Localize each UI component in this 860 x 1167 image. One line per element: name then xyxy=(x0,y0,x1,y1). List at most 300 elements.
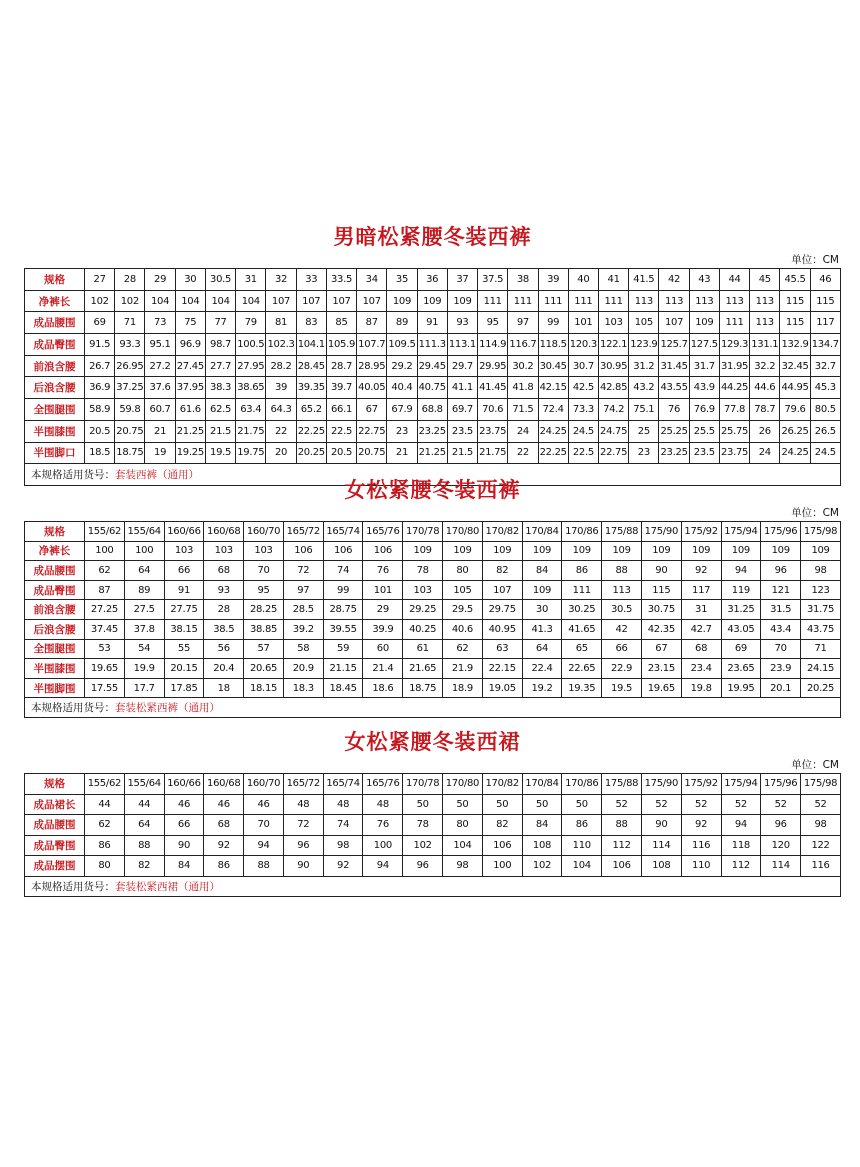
value-cell: 56 xyxy=(204,639,244,659)
value-cell: 26.5 xyxy=(810,420,840,442)
value-cell: 72.4 xyxy=(538,399,568,421)
size-cell: 46 xyxy=(810,269,840,291)
value-cell: 98 xyxy=(801,561,841,581)
value-cell: 88 xyxy=(602,561,642,581)
value-cell: 107 xyxy=(357,290,387,312)
value-cell: 31.95 xyxy=(719,355,749,377)
value-cell: 100 xyxy=(482,856,522,877)
value-cell: 63 xyxy=(482,639,522,659)
value-cell: 22.75 xyxy=(357,420,387,442)
size-cell: 165/76 xyxy=(363,774,403,795)
value-cell: 23 xyxy=(629,442,659,464)
row-label: 成品腰围 xyxy=(25,815,85,836)
value-cell: 27.25 xyxy=(85,600,125,620)
size-cell: 175/96 xyxy=(761,774,801,795)
value-cell: 95 xyxy=(478,312,508,334)
measurement-row xyxy=(25,600,841,620)
value-cell: 106 xyxy=(283,541,323,561)
value-cell: 20.65 xyxy=(244,659,284,679)
value-cell: 57 xyxy=(244,639,284,659)
value-cell: 18.15 xyxy=(244,678,284,698)
size-cell: 155/64 xyxy=(124,522,164,542)
value-cell: 86 xyxy=(85,835,125,856)
value-cell: 50 xyxy=(482,794,522,815)
value-cell: 89 xyxy=(124,580,164,600)
size-cell: 43 xyxy=(689,269,719,291)
value-cell: 44.95 xyxy=(780,377,810,399)
value-cell: 39.9 xyxy=(363,619,403,639)
value-cell: 36.9 xyxy=(85,377,115,399)
value-cell: 78 xyxy=(403,561,443,581)
value-cell: 113 xyxy=(689,290,719,312)
value-cell: 31 xyxy=(681,600,721,620)
value-cell: 39.2 xyxy=(283,619,323,639)
row-label: 规格 xyxy=(25,269,85,291)
value-cell: 77 xyxy=(205,312,235,334)
size-cell: 27 xyxy=(85,269,115,291)
value-cell: 80 xyxy=(85,856,125,877)
value-cell: 29.75 xyxy=(482,600,522,620)
value-cell: 48 xyxy=(283,794,323,815)
value-cell: 42.85 xyxy=(598,377,628,399)
size-cell: 175/92 xyxy=(681,774,721,795)
value-cell: 23.25 xyxy=(417,420,447,442)
row-label: 前浪含腰 xyxy=(25,355,85,377)
value-cell: 96.9 xyxy=(175,334,205,356)
value-cell: 116 xyxy=(801,856,841,877)
value-cell: 74 xyxy=(323,561,363,581)
value-cell: 101 xyxy=(568,312,598,334)
value-cell: 23 xyxy=(387,420,417,442)
value-cell: 82 xyxy=(124,856,164,877)
size-cell: 170/78 xyxy=(403,522,443,542)
value-cell: 30.95 xyxy=(598,355,628,377)
value-cell: 111 xyxy=(598,290,628,312)
value-cell: 19.25 xyxy=(175,442,205,464)
value-cell: 112 xyxy=(602,835,642,856)
value-cell: 103 xyxy=(244,541,284,561)
value-cell: 71 xyxy=(115,312,145,334)
value-cell: 37.6 xyxy=(145,377,175,399)
value-cell: 27.2 xyxy=(145,355,175,377)
value-cell: 116 xyxy=(681,835,721,856)
value-cell: 40.25 xyxy=(403,619,443,639)
value-cell: 28.25 xyxy=(244,600,284,620)
value-cell: 17.55 xyxy=(85,678,125,698)
value-cell: 97 xyxy=(283,580,323,600)
value-cell: 69 xyxy=(721,639,761,659)
value-cell: 22.9 xyxy=(602,659,642,679)
value-cell: 60.7 xyxy=(145,399,175,421)
size-cell: 175/96 xyxy=(761,522,801,542)
value-cell: 20.5 xyxy=(326,442,356,464)
value-cell: 111 xyxy=(719,312,749,334)
value-cell: 81 xyxy=(266,312,296,334)
value-cell: 66 xyxy=(164,815,204,836)
value-cell: 25.5 xyxy=(689,420,719,442)
note-row xyxy=(25,876,841,897)
value-cell: 76 xyxy=(659,399,689,421)
value-cell: 24.5 xyxy=(810,442,840,464)
value-cell: 104 xyxy=(175,290,205,312)
row-label: 半围脚口 xyxy=(25,442,85,464)
value-cell: 46 xyxy=(164,794,204,815)
value-cell: 58.9 xyxy=(85,399,115,421)
size-cell: 34 xyxy=(357,269,387,291)
value-cell: 93 xyxy=(204,580,244,600)
value-cell: 22.4 xyxy=(522,659,562,679)
value-cell: 29.45 xyxy=(417,355,447,377)
value-cell: 59 xyxy=(323,639,363,659)
value-cell: 91 xyxy=(164,580,204,600)
value-cell: 31.2 xyxy=(629,355,659,377)
value-cell: 113 xyxy=(629,290,659,312)
value-cell: 111 xyxy=(538,290,568,312)
value-cell: 23.4 xyxy=(681,659,721,679)
value-cell: 98 xyxy=(443,856,483,877)
row-label: 成品臀围 xyxy=(25,835,85,856)
value-cell: 50 xyxy=(562,794,602,815)
row-label: 全围腿围 xyxy=(25,399,85,421)
note-row xyxy=(25,698,841,718)
section-title: 女松紧腰冬装西裙 xyxy=(344,730,521,754)
value-cell: 120.3 xyxy=(568,334,598,356)
value-cell: 80 xyxy=(443,561,483,581)
value-cell: 109 xyxy=(721,541,761,561)
value-cell: 37.45 xyxy=(85,619,125,639)
value-cell: 21.25 xyxy=(175,420,205,442)
value-cell: 115 xyxy=(780,290,810,312)
size-cell: 155/62 xyxy=(85,774,125,795)
value-cell: 88 xyxy=(244,856,284,877)
size-cell: 41 xyxy=(598,269,628,291)
value-cell: 20.25 xyxy=(296,442,326,464)
row-label: 净裤长 xyxy=(25,541,85,561)
applicable-note xyxy=(25,876,841,897)
value-cell: 41.65 xyxy=(562,619,602,639)
value-cell: 43.55 xyxy=(659,377,689,399)
value-cell: 127.5 xyxy=(689,334,719,356)
value-cell: 30.2 xyxy=(508,355,538,377)
value-cell: 59.8 xyxy=(115,399,145,421)
value-cell: 21.65 xyxy=(403,659,443,679)
size-cell: 42 xyxy=(659,269,689,291)
value-cell: 96 xyxy=(761,561,801,581)
value-cell: 24 xyxy=(750,442,780,464)
size-cell: 175/98 xyxy=(801,774,841,795)
value-cell: 29.5 xyxy=(443,600,483,620)
value-cell: 20.15 xyxy=(164,659,204,679)
value-cell: 21.9 xyxy=(443,659,483,679)
section-title: 女松紧腰冬装西裤 xyxy=(344,478,521,502)
size-cell: 28 xyxy=(115,269,145,291)
value-cell: 134.7 xyxy=(810,334,840,356)
value-cell: 120 xyxy=(761,835,801,856)
value-cell: 19.5 xyxy=(205,442,235,464)
value-cell: 105 xyxy=(629,312,659,334)
value-cell: 18 xyxy=(204,678,244,698)
value-cell: 109 xyxy=(602,541,642,561)
value-cell: 102 xyxy=(115,290,145,312)
row-label: 成品腰围 xyxy=(25,312,85,334)
value-cell: 84 xyxy=(522,815,562,836)
value-cell: 30.75 xyxy=(641,600,681,620)
value-cell: 104 xyxy=(145,290,175,312)
value-cell: 52 xyxy=(721,794,761,815)
value-cell: 40.6 xyxy=(443,619,483,639)
value-cell: 41.45 xyxy=(478,377,508,399)
value-cell: 113 xyxy=(602,580,642,600)
value-cell: 24.5 xyxy=(568,420,598,442)
value-cell: 31.45 xyxy=(659,355,689,377)
value-cell: 68 xyxy=(681,639,721,659)
value-cell: 22.65 xyxy=(562,659,602,679)
value-cell: 40.05 xyxy=(357,377,387,399)
value-cell: 26.25 xyxy=(780,420,810,442)
value-cell: 28.95 xyxy=(357,355,387,377)
value-cell: 22.25 xyxy=(296,420,326,442)
measurement-row xyxy=(25,399,841,421)
value-cell: 109 xyxy=(562,541,602,561)
applicable-note xyxy=(25,698,841,718)
value-cell: 30.5 xyxy=(602,600,642,620)
value-cell: 19.75 xyxy=(236,442,266,464)
value-cell: 42.35 xyxy=(641,619,681,639)
value-cell: 39 xyxy=(266,377,296,399)
value-cell: 42.5 xyxy=(568,377,598,399)
value-cell: 21 xyxy=(145,420,175,442)
size-cell: 175/90 xyxy=(641,522,681,542)
value-cell: 23.5 xyxy=(689,442,719,464)
value-cell: 21.5 xyxy=(205,420,235,442)
value-cell: 97 xyxy=(508,312,538,334)
value-cell: 117 xyxy=(681,580,721,600)
row-label: 成品裙长 xyxy=(25,794,85,815)
value-cell: 102 xyxy=(85,290,115,312)
value-cell: 109 xyxy=(447,290,477,312)
size-cell: 44 xyxy=(719,269,749,291)
value-cell: 109 xyxy=(761,541,801,561)
size-cell: 36 xyxy=(417,269,447,291)
measurement-row xyxy=(25,794,841,815)
size-cell: 175/88 xyxy=(602,522,642,542)
value-cell: 80.5 xyxy=(810,399,840,421)
row-label: 净裤长 xyxy=(25,290,85,312)
size-cell: 35 xyxy=(387,269,417,291)
value-cell: 54 xyxy=(124,639,164,659)
measurement-row xyxy=(25,659,841,679)
size-cell: 41.5 xyxy=(629,269,659,291)
value-cell: 20.25 xyxy=(801,678,841,698)
value-cell: 103 xyxy=(598,312,628,334)
measurement-row xyxy=(25,290,841,312)
value-cell: 109 xyxy=(443,541,483,561)
measurement-row xyxy=(25,312,841,334)
value-cell: 82 xyxy=(482,561,522,581)
value-cell: 19.05 xyxy=(482,678,522,698)
row-label: 规格 xyxy=(25,774,85,795)
row-label: 后浪含腰 xyxy=(25,619,85,639)
value-cell: 21.4 xyxy=(363,659,403,679)
value-cell: 65.2 xyxy=(296,399,326,421)
value-cell: 27.45 xyxy=(175,355,205,377)
value-cell: 78 xyxy=(403,815,443,836)
value-cell: 43.2 xyxy=(629,377,659,399)
measurement-row xyxy=(25,856,841,877)
value-cell: 32.45 xyxy=(780,355,810,377)
value-cell: 50 xyxy=(443,794,483,815)
value-cell: 37.25 xyxy=(115,377,145,399)
row-label: 成品摆围 xyxy=(25,856,85,877)
value-cell: 90 xyxy=(283,856,323,877)
value-cell: 41.8 xyxy=(508,377,538,399)
value-cell: 111 xyxy=(562,580,602,600)
value-cell: 106 xyxy=(363,541,403,561)
value-cell: 104 xyxy=(562,856,602,877)
value-cell: 72 xyxy=(283,815,323,836)
size-table xyxy=(24,268,841,486)
value-cell: 19.8 xyxy=(681,678,721,698)
value-cell: 109 xyxy=(522,541,562,561)
value-cell: 118.5 xyxy=(538,334,568,356)
value-cell: 23.9 xyxy=(761,659,801,679)
value-cell: 79.6 xyxy=(780,399,810,421)
value-cell: 96 xyxy=(403,856,443,877)
value-cell: 61 xyxy=(403,639,443,659)
value-cell: 69 xyxy=(85,312,115,334)
value-cell: 31.25 xyxy=(721,600,761,620)
size-cell: 170/82 xyxy=(482,522,522,542)
value-cell: 21.15 xyxy=(323,659,363,679)
value-cell: 25.25 xyxy=(659,420,689,442)
value-cell: 38.5 xyxy=(204,619,244,639)
value-cell: 69.7 xyxy=(447,399,477,421)
value-cell: 17.7 xyxy=(124,678,164,698)
value-cell: 123.9 xyxy=(629,334,659,356)
value-cell: 96 xyxy=(283,835,323,856)
value-cell: 18.3 xyxy=(283,678,323,698)
value-cell: 45.3 xyxy=(810,377,840,399)
measurement-row xyxy=(25,420,841,442)
value-cell: 25.75 xyxy=(719,420,749,442)
value-cell: 86 xyxy=(562,815,602,836)
row-label: 成品臀围 xyxy=(25,334,85,356)
value-cell: 29.2 xyxy=(387,355,417,377)
value-cell: 103 xyxy=(403,580,443,600)
value-cell: 107 xyxy=(659,312,689,334)
value-cell: 115 xyxy=(641,580,681,600)
value-cell: 89 xyxy=(387,312,417,334)
value-cell: 76 xyxy=(363,815,403,836)
value-cell: 19.9 xyxy=(124,659,164,679)
size-cell: 165/72 xyxy=(283,774,323,795)
value-cell: 75.1 xyxy=(629,399,659,421)
row-label: 后浪含腰 xyxy=(25,377,85,399)
size-cell: 160/70 xyxy=(244,774,284,795)
value-cell: 129.3 xyxy=(719,334,749,356)
value-cell: 103 xyxy=(164,541,204,561)
size-cell: 31 xyxy=(236,269,266,291)
value-cell: 131.1 xyxy=(750,334,780,356)
value-cell: 109 xyxy=(689,312,719,334)
value-cell: 64 xyxy=(522,639,562,659)
size-cell: 170/86 xyxy=(562,774,602,795)
size-cell: 45.5 xyxy=(780,269,810,291)
value-cell: 113 xyxy=(659,290,689,312)
value-cell: 66.1 xyxy=(326,399,356,421)
value-cell: 93 xyxy=(447,312,477,334)
value-cell: 62 xyxy=(443,639,483,659)
value-cell: 41.3 xyxy=(522,619,562,639)
value-cell: 111 xyxy=(508,290,538,312)
value-cell: 106 xyxy=(602,856,642,877)
value-cell: 92 xyxy=(323,856,363,877)
value-cell: 52 xyxy=(681,794,721,815)
size-cell: 170/80 xyxy=(443,774,483,795)
value-cell: 19.65 xyxy=(85,659,125,679)
value-cell: 101 xyxy=(363,580,403,600)
value-cell: 27.95 xyxy=(236,355,266,377)
value-cell: 27.75 xyxy=(164,600,204,620)
value-cell: 82 xyxy=(482,815,522,836)
value-cell: 28.7 xyxy=(326,355,356,377)
value-cell: 61.6 xyxy=(175,399,205,421)
unit-label: 单位：CM xyxy=(791,254,839,266)
value-cell: 104 xyxy=(443,835,483,856)
size-cell: 37.5 xyxy=(478,269,508,291)
value-cell: 76.9 xyxy=(689,399,719,421)
value-cell: 83 xyxy=(296,312,326,334)
value-cell: 121 xyxy=(761,580,801,600)
value-cell: 90 xyxy=(641,561,681,581)
value-cell: 84 xyxy=(164,856,204,877)
value-cell: 29.7 xyxy=(447,355,477,377)
row-label: 半围膝围 xyxy=(25,659,85,679)
value-cell: 85 xyxy=(326,312,356,334)
value-cell: 108 xyxy=(522,835,562,856)
value-cell: 107 xyxy=(296,290,326,312)
value-cell: 64.3 xyxy=(266,399,296,421)
row-label: 半围脚围 xyxy=(25,678,85,698)
value-cell: 110 xyxy=(681,856,721,877)
value-cell: 68.8 xyxy=(417,399,447,421)
value-cell: 22 xyxy=(508,442,538,464)
value-cell: 23.5 xyxy=(447,420,477,442)
value-cell: 62.5 xyxy=(205,399,235,421)
value-cell: 37.8 xyxy=(124,619,164,639)
value-cell: 109.5 xyxy=(387,334,417,356)
value-cell: 22.15 xyxy=(482,659,522,679)
value-cell: 64 xyxy=(124,561,164,581)
value-cell: 118 xyxy=(721,835,761,856)
size-cell: 160/68 xyxy=(204,774,244,795)
value-cell: 19.5 xyxy=(602,678,642,698)
size-cell: 175/90 xyxy=(641,774,681,795)
value-cell: 94 xyxy=(721,815,761,836)
value-cell: 21 xyxy=(387,442,417,464)
value-cell: 39.55 xyxy=(323,619,363,639)
value-cell: 22.25 xyxy=(538,442,568,464)
value-cell: 90 xyxy=(164,835,204,856)
value-cell: 23.75 xyxy=(719,442,749,464)
value-cell: 94 xyxy=(721,561,761,581)
value-cell: 119 xyxy=(721,580,761,600)
value-cell: 26.7 xyxy=(85,355,115,377)
value-cell: 102 xyxy=(522,856,562,877)
value-cell: 28 xyxy=(204,600,244,620)
value-cell: 70 xyxy=(244,815,284,836)
size-cell: 160/66 xyxy=(164,522,204,542)
